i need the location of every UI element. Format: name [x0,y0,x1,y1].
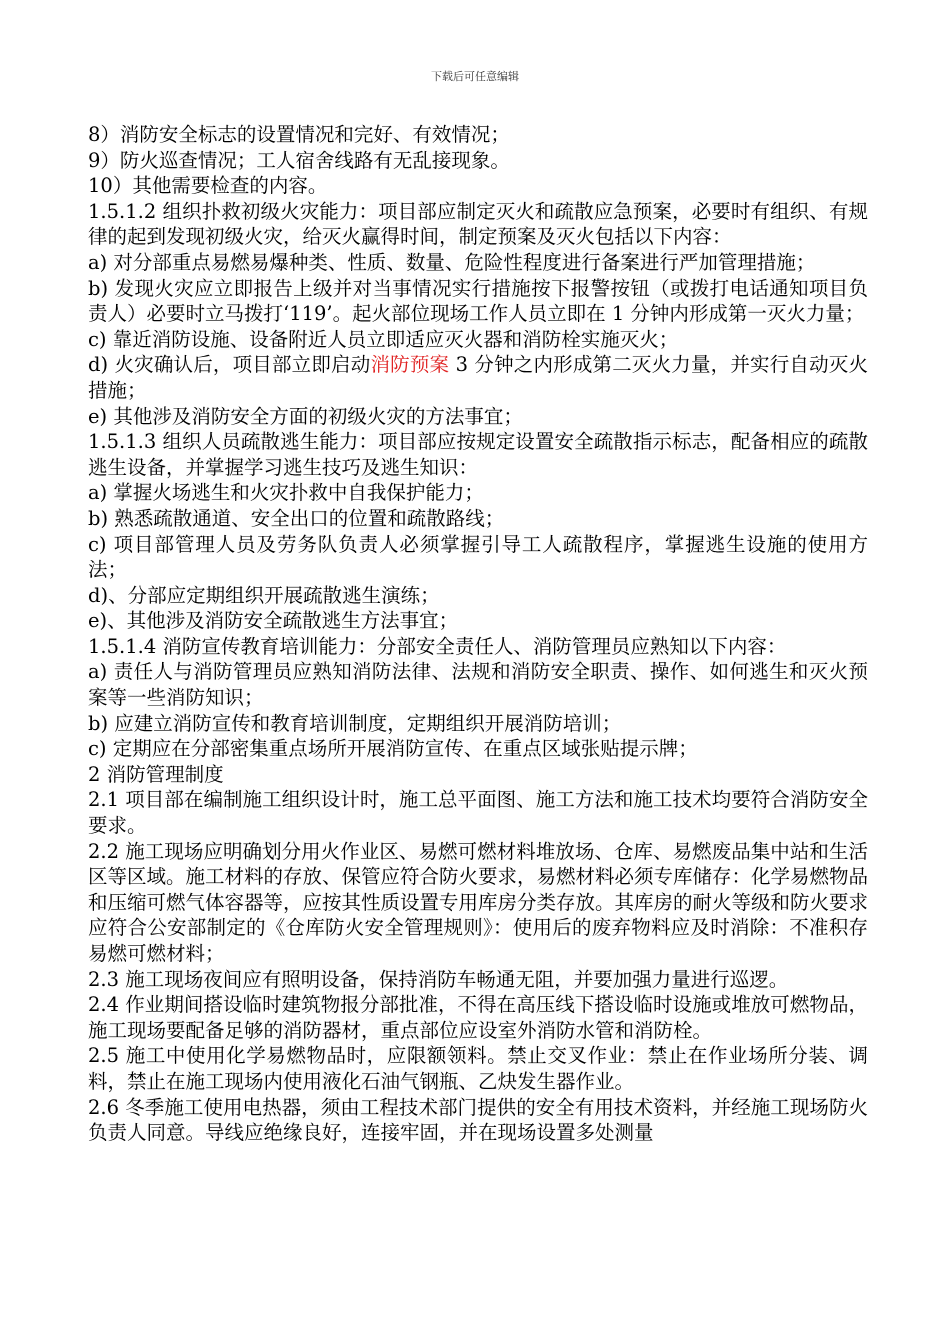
paragraph: 1.5.1.4 消防宣传教育培训能力：分部安全责任人、消防管理员应熟知以下内容： [88,634,787,658]
page-header: 下载后可任意编辑 [431,70,519,83]
paragraph: 2.4 作业期间搭设临时建筑物报分部批准，不得在高压线下搭设临时设施或堆放可燃物品，施工现场要配备足够的消防器材，重点部位应设室外消防水管和消防栓。 [88,993,868,1042]
paragraph: a) 对分部重点易燃易爆种类、性质、数量、危险性程度进行备案进行严加管理措施； [88,250,816,274]
paragraph: 1.5.1.2 组织扑救初级火灾能力：项目部应制定灭火和疏散应急预案，必要时有组织、有规律的起到发现初级火灾，给灭火赢得时间，制定预案及灭火包括以下内容： [88,199,868,249]
paragraph-text: d) 火灾确认后，项目部立即启动 [88,353,371,377]
paragraph: e)、其他涉及消防安全疏散逃生方法事宜； [88,609,459,633]
paragraph: 1.5.1.3 组织人员疏散逃生能力：项目部应按规定设置安全疏散指示标志，配备相应的疏散逃生设备，并掌握学习逃生技巧及逃生知识： [88,430,868,479]
paragraph: 10）其他需要检查的内容。 [88,174,328,198]
paragraph: 9）防火巡查情况；工人宿舍线路有无乱接现象。 [88,148,510,172]
paragraph: e) 其他涉及消防安全方面的初级火灾的方法事宜； [88,404,523,428]
document-body [88,122,868,1146]
paragraph: b) 应建立消防宣传和教育培训制度，定期组织开展消防培训； [88,711,622,735]
highlighted-link-text: 消防预案 [370,353,450,377]
paragraph [88,352,868,403]
paragraph-text: 3 分钟之内形成第二灭火力量，并实行自动灭火措施； [88,353,868,402]
paragraph: b) 熟悉疏散通道、安全出口的位置和疏散路线； [88,506,505,530]
paragraph: 8）消防安全标志的设置情况和完好、有效情况； [88,123,510,146]
paragraph: c) 靠近消防设施、设备附近人员立即适应灭火器和消防栓实施灭火； [88,327,679,351]
paragraph: a) 掌握火场逃生和火灾扑救中自我保护能力； [88,481,484,505]
paragraph: 2.2 施工现场应明确划分用火作业区、易燃可燃材料堆放场、仓库、易燃废品集中站和生活区等区域。施工材料的存放、保管应符合防火要求，易燃材料必须专库储存：化学易燃物品和压缩可燃气体容器等，应按其性质设置专用库房分类存放。其库房的耐火等级和防火要求应符合公安部制定的《仓库防火安全管理规则》：使用后的废弃物料应及时消除：不准积存易燃可燃材料； [88,839,869,965]
paragraph: c) 定期应在分部密集重点场所开展消防宣传、在重点区域张贴提示牌； [88,737,698,761]
paragraph: b) 发现火灾应立即报告上级并对当事情况实行措施按下报警按钮（或拨打电话通知项目负责人）必要时立马拨打‘119’。起火部位现场工作人员立即在 1 分钟内形成第一灭火力量； [88,276,868,326]
paragraph: d)、分部应定期组织开展疏散逃生演练； [88,583,440,607]
section-heading: 2 消防管理制度 [88,762,224,786]
paragraph: 2.3 施工现场夜间应有照明设备，保持消防车畅通无阻，并要加强力量进行巡逻。 [88,967,789,991]
paragraph: 2.5 施工中使用化学易燃物品时，应限额领料。禁止交叉作业：禁止在作业场所分装、调料，禁止在施工现场内使用液化石油气钢瓶、乙炔发生器作业。 [88,1044,868,1093]
paragraph: a) 责任人与消防管理员应熟知消防法律、法规和消防安全职责、操作、如何逃生和灭火预案等一些消防知识； [88,660,868,710]
paragraph: c) 项目部管理人员及劳务队负责人必须掌握引导工人疏散程序，掌握逃生设施的使用方法； [88,532,868,582]
paragraph: 2.1 项目部在编制施工组织设计时，施工总平面图、施工方法和施工技术均要符合消防安全要求。 [88,788,868,838]
paragraph: 2.6 冬季施工使用电热器，须由工程技术部门提供的安全有用技术资料，并经施工现场防火负责人同意。导线应绝缘良好，连接牢固，并在现场设置多处测量 [88,1095,868,1145]
